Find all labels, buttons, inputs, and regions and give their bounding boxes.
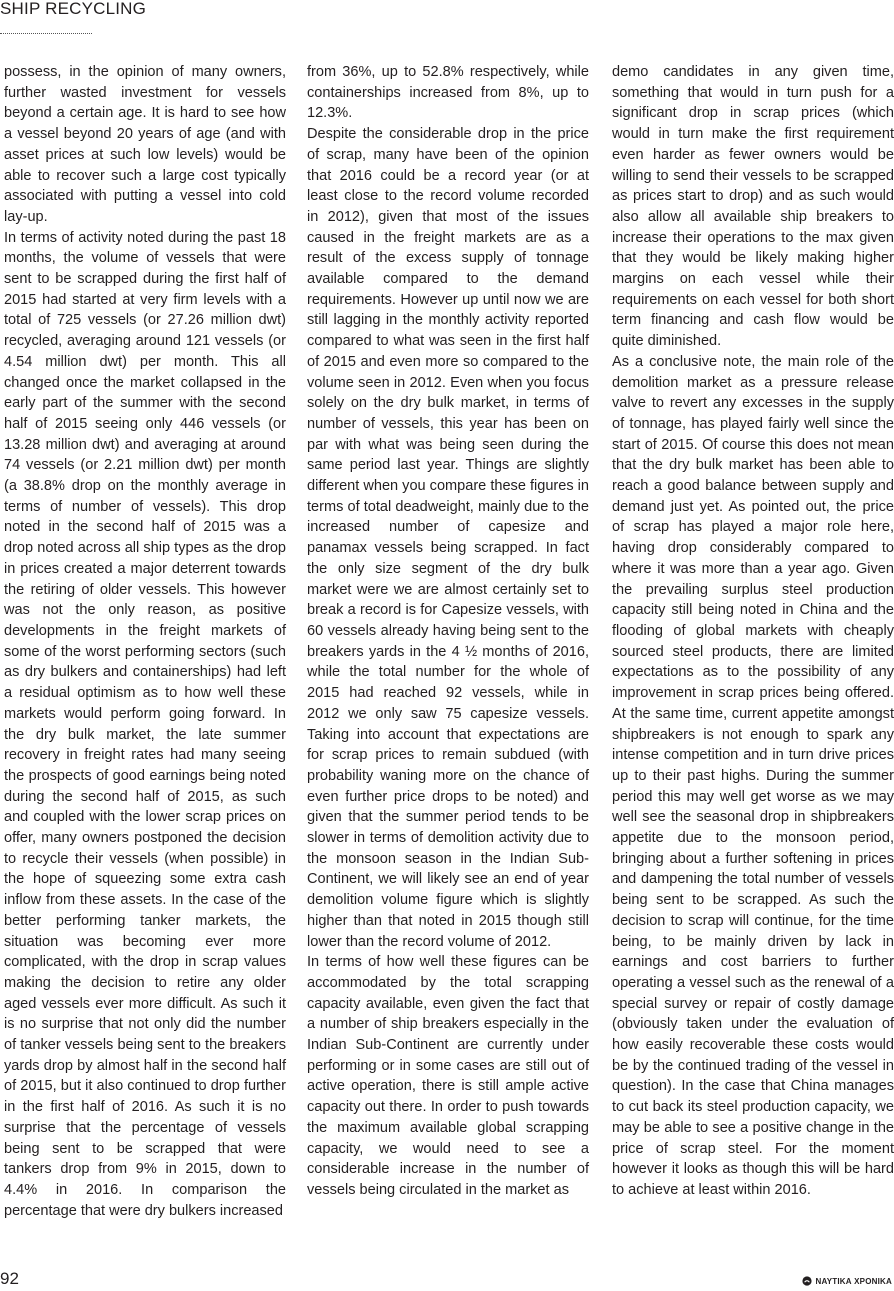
paragraph: from 36%, up to 52.8% respectively, while containerships increased from 8%, up to 12.3%. <box>307 64 589 122</box>
text-column-2 <box>307 62 589 1201</box>
publication-logo-icon <box>802 1276 812 1286</box>
publication-brand <box>802 1276 893 1286</box>
paragraph: Despite the considerable drop in the price of scrap, many have been of the opinion that 2016 could be a record year (or at least close to the record volume recorded in 2012), given that most of the issues caused in the freight markets are as a result of the excess supply of tonnage available compared to the demand requirements. However up until now we are still lagging in the monthly activity reported compared to what was seen in the first half of 2015 and even more so compared to the volume seen in 2012. Even when you focus solely on the dry bulk market, in terms of number of vessels, this year has been on par with what was being seen during the same period last year. Things are slightly different when you compare these figures in terms of total deadweight, mainly due to the increased number of capesize and panamax vessels being scrapped. In fact the only size segment of the dry bulk market were we are almost certainly set to break a record is for Capesize vessels, with 60 vessels already having being sent to the breakers yards in the 4 ½ months of 2016, while the total number for the whole of 2015 had reached 92 vessels, while in 2012 we only saw 75 capesize vessels. Taking into account that expectations are for scrap prices to remain subdued (with probability waning more on the chance of even further price drops to be noted) and given that the summer period tends to be slower in terms of demolition activity due to the monsoon season in the Indian Sub-Continent, we will likely see an end of year demolition volume figure which is slightly higher than that noted in 2015 though still lower than the record volume of 2012. <box>307 126 589 950</box>
paragraph: In terms of how well these figures can be accommodated by the total scrapping capacity available, even given the fact that a number of ship breakers especially in the Indian Sub-Continent are currently under performing or in some cases are still out of active operation, there is still ample active capacity out there. In order to push towards the maximum available global scrapping capacity, we would need to see a considerable increase in the number of vessels being circulated in the market as <box>307 954 589 1198</box>
header-divider <box>0 33 92 34</box>
text-column-1 <box>4 62 286 1221</box>
paragraph: In terms of activity noted during the past 18 months, the volume of vessels that were sent to be scrapped during the first half of 2015 had started at very firm levels with a total of 725 vessels (or 27.26 million dwt) recycled, averaging around 121 vessels (or 4.54 million dwt) per month. This all changed once the market collapsed in the early part of the summer with the second half of 2015 seeing only 446 vessels (or 13.28 million dwt) and averaging at around 74 vessels (or 2.21 million dwt) per month (a 38.8% drop on the monthly average in terms of number of vessels). This drop noted in the second half of 2015 was a drop noted across all ship types as the drop in prices created a major deterrent towards the retiring of older vessels. This however was not the only reason, as positive developments in the freight markets of some of the worst performing sectors (such as dry bulkers and containerships) had left a residual optimism as to how well these markets would perform going forward. In the dry bulk market, the late summer recovery in freight rates had many seeing the prospects of good earnings being noted during the second half of 2015, as such and coupled with the lower scrap prices on offer, many owners postponed the decision to recycle their vessels (when possible) in the hope of squeezing some extra cash inflow from these assets. In the case of the better performing tanker markets, the situation was becoming ever more complicated, with the drop in scrap values making the decision to retire any older aged vessels ever more difficult. As such it is no surprise that not only did the number of tanker vessels being sent to the breakers yards drop by almost half in the second half of 2015, but it also continued to drop further in the first half of 2016. As such it is no surprise that the percentage of vessels being sent to be scrapped that were tankers drop from 9% in 2015, down to 4.4% in 2016. In comparison the percentage that were dry bulkers increased <box>4 229 286 1219</box>
paragraph: possess, in the opinion of many owners, further wasted investment for vessels beyond a certain age. It is hard to see how a vessel beyond 20 years of age (and with asset prices at such low levels) would be able to recover such a large cost typically associated with putting a vessel into cold lay-up. <box>4 64 286 225</box>
publication-name: ΝΑΥΤΙΚΑ ΧΡΟΝΙΚΑ <box>815 1276 892 1286</box>
page-number: 92 <box>0 1269 19 1288</box>
text-column-3 <box>612 62 894 1201</box>
section-title: SHIP RECYCLING <box>0 0 147 18</box>
paragraph: As a conclusive note, the main role of the demolition market as a pressure release valve to revert any excesses in the supply of tonnage, has played fairly well since the start of 2015. Of course this does not mean that the dry bulk market has been able to reach a good balance between supply and demand just yet. As pointed out, the price of scrap has played a major role here, having drop considerably compared to where it was more than a year ago. Given the prevailing surplus steel production capacity still being noted in China and the flooding of global markets with cheaply sourced steel products, there are limited expectations as to the possibility of any improvement in scrap prices being offered. At the same time, current appetite amongst shipbreakers is not enough to spark any intense competition and in turn drive prices up to their past highs. During the summer period this may well get worse as we may well see the seasonal drop in shipbreakers appetite due to the monsoon period, bringing about a further softening in prices and dampening the total number of vessels being sent to be scrapped. As such the decision to scrap will continue, for the time being, to be mainly driven by lack in earnings and cost barriers to further operating a vessel such as the renewal of a special survey or repair of costly damage (obviously taken under the evaluation of how easily recoverable these costs would be by the continued trading of the vessel in question). In the case that China manages to cut back its steel production capacity, we may be able to see a positive change in the price of scrap steel. For the moment however it looks as though this will be hard to achieve at least within 2016. <box>612 353 894 1198</box>
paragraph: demo candidates in any given time, something that would in turn push for a significant drop in scrap prices (which would in turn make the first requirement even harder as fewer owners would be willing to send their vessels to be scrapped as prices start to drop) and as such would also allow all available ship breakers to increase their operations to the max given that they would be likely making higher margins on each vessel while their requirements on each vessel for both short term financing and cash flow would be quite diminished. <box>612 64 894 350</box>
